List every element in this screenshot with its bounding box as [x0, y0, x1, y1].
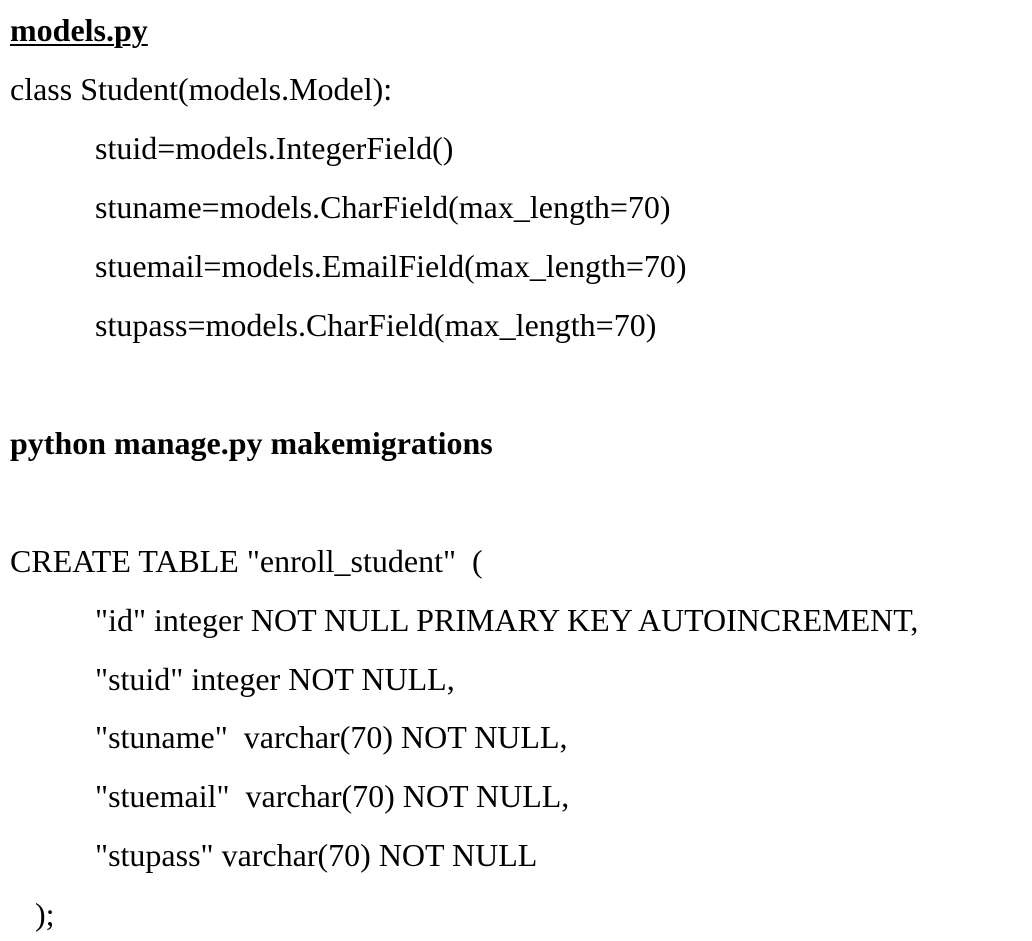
model-field-line: stuemail=models.EmailField(max_length=70)	[95, 248, 687, 284]
command-line: python manage.py makemigrations	[10, 425, 493, 461]
sql-column-line: "stuname" varchar(70) NOT NULL,	[95, 719, 568, 755]
sql-column-line: "stuid" integer NOT NULL,	[95, 661, 455, 697]
model-field-line: stupass=models.CharField(max_length=70)	[95, 307, 657, 343]
model-field-line: stuname=models.CharField(max_length=70)	[95, 189, 671, 225]
file-title: models.py	[10, 12, 148, 48]
sql-create-line: CREATE TABLE "enroll_student" (	[10, 543, 483, 579]
class-definition-line: class Student(models.Model):	[10, 71, 393, 107]
model-field-line: stuid=models.IntegerField()	[95, 130, 454, 166]
sql-column-line: "stupass" varchar(70) NOT NULL	[95, 837, 538, 873]
sql-closing-line: );	[35, 896, 55, 932]
sql-column-line: "stuemail" varchar(70) NOT NULL,	[95, 778, 570, 814]
sql-column-line: "id" integer NOT NULL PRIMARY KEY AUTOINCREMENT,	[95, 602, 919, 638]
